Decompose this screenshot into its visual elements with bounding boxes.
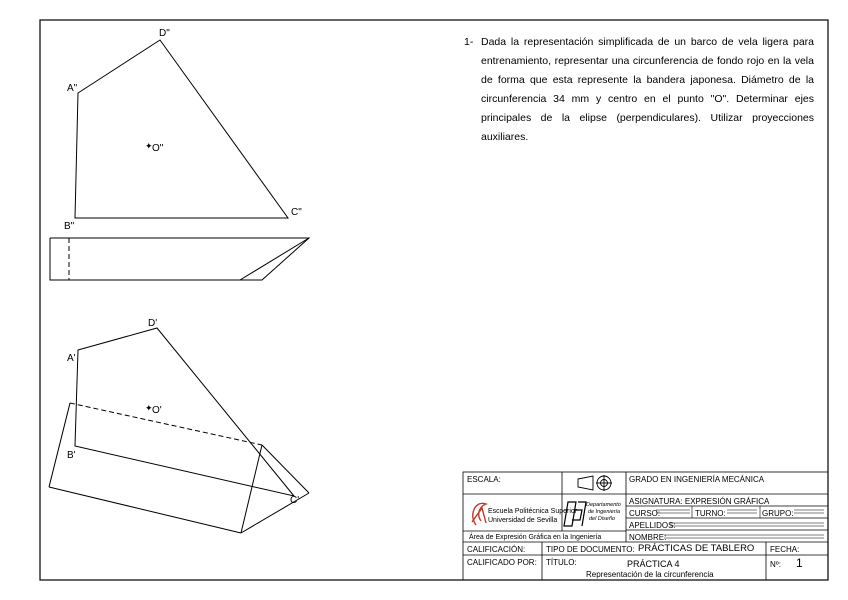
titulo-label: TÍTULO: (546, 558, 577, 567)
grupo-label: GRUPO: (762, 509, 794, 518)
problem-number: 1- (464, 36, 474, 48)
curso-label: CURSO: (629, 509, 661, 518)
point-label-d-front: D' (148, 318, 158, 329)
problem-text: Dada la representación simplificada de un barco de vela ligera para entrenamiento, representar una circunferencia de fondo rojo en la vela de forma que esta represente la bandera japonesa. Diámetro de la circunferencia 34 mm y centro en el punto "O". Determinar ejes principales de la elipse (perpendiculares). Utilizar proyecciones auxiliares. (481, 36, 814, 143)
school-logo-icon (472, 503, 486, 525)
hull-front-edge-left (49, 403, 70, 487)
point-label-d-top: D" (159, 28, 170, 39)
apellidos-label: APELLIDOS: (629, 521, 676, 530)
point-label-o-front: O' (152, 405, 162, 416)
subject-name: ASIGNATURA: EXPRESIÓN GRÁFICA (629, 497, 770, 506)
school-name-line1: Escuela Politécnica Superior (488, 508, 578, 515)
hull-front-edge-right (241, 445, 262, 533)
point-marker-o-front: ✦ (145, 403, 153, 413)
dept-name-line3: del Diseño (589, 516, 615, 522)
hull-front-edge-bottom (49, 487, 241, 533)
point-label-b-front: B' (67, 450, 76, 461)
calificacion-label: CALIFICACIÓN: (467, 545, 526, 554)
problem-statement (464, 33, 814, 147)
dept-name-line1: Departamento (586, 502, 621, 508)
point-label-c-front: C' (290, 495, 300, 506)
fecha-label: FECHA: (770, 545, 800, 554)
area-name: Área de Expresión Gráfica en la Ingeniería (469, 534, 602, 541)
point-label-c-top: C" (291, 207, 302, 218)
school-name-line2: Universidad de Sevilla (488, 517, 558, 524)
subtitulo-value: Representación de la circunferencia (586, 570, 714, 579)
projection-symbol-icon (578, 475, 612, 491)
sail-front-view (75, 328, 294, 496)
point-label-o-top: O" (152, 143, 164, 154)
sail-top-view (75, 40, 288, 218)
numero-value: 1 (796, 556, 803, 570)
escala-label: ESCALA: (467, 475, 501, 484)
degree-name: GRADO EN INGENIERÍA MECÁNICA (629, 475, 765, 484)
top-view (50, 40, 309, 280)
point-label-a-top: A" (67, 83, 78, 94)
hull-top-bow-line (240, 238, 309, 280)
calificado-por-label: CALIFICADO POR: (467, 558, 537, 567)
point-marker-o-top: ✦ (145, 141, 153, 151)
front-view-points (67, 318, 299, 506)
point-label-a-front: A' (67, 353, 76, 364)
top-view-points (64, 28, 302, 232)
hull-top-view (50, 238, 309, 280)
form-field-lines (656, 506, 824, 538)
nombre-label: NOMBRE: (629, 533, 667, 542)
turno-label: TURNO: (695, 509, 726, 518)
point-label-b-top: B" (64, 221, 75, 232)
tipo-documento-label: TIPO DE DOCUMENTO: (546, 545, 635, 554)
dept-name-line2: de Ingeniería (588, 509, 621, 515)
hull-front-hidden-line (70, 403, 262, 445)
titulo-value: PRÁCTICA 4 (627, 559, 680, 569)
numero-label: Nº: (770, 560, 781, 569)
front-view (49, 328, 309, 533)
tipo-documento-value: PRÁCTICAS DE TABLERO (638, 543, 755, 554)
